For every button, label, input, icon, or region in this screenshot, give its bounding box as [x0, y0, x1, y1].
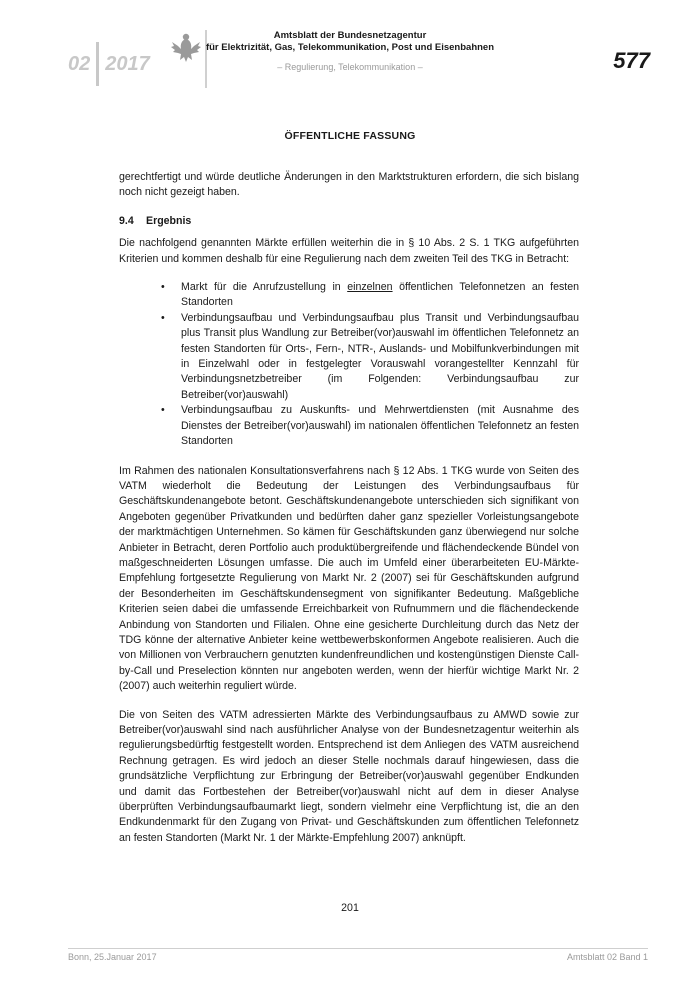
footer-date: Bonn, 25.Januar 2017: [68, 952, 157, 962]
publication-subtitle: – Regulierung, Telekommunikation –: [277, 62, 423, 72]
document-page-number: 201: [341, 902, 359, 914]
list-item-text-before: Markt für die Anrufzustellung in: [181, 281, 348, 294]
issue-label: [68, 42, 150, 86]
section-title: Ergebnis: [146, 214, 192, 227]
footer-divider: [68, 948, 648, 949]
list-item-text-after: öffentlichen Telefonnetzen an festen Standorten: [181, 281, 579, 309]
list-item: [181, 280, 579, 311]
issue-divider: [96, 42, 99, 86]
publication-title: [200, 30, 500, 54]
market-list: [119, 280, 579, 449]
issue-number: 02: [68, 52, 91, 75]
list-item: • Verbindungsaufbau zu Auskunfts- und Mehrwertdiensten (mit Ausnahme des Dienstes der Betreiber(vor)auswahl) im nationalen öffentlichen Telefonnetz an festen Standorten: [181, 403, 579, 449]
body-paragraph: Die von Seiten des VATM adressierten Märkte des Verbindungsaufbaus zu AMWD sowie zur Betreiber(vor)auswahl sind nach ausführlicher Analyse von der Bundesnetzagentur weiterhin als regulierungsbedürftig festgestellt worden. Entsprechend ist dem Anliegen des VATM ausreichend Rechnung getragen. Es wird jedoch an dieser Stelle nochmals darauf hingewiesen, dass die grundsätzliche Verpflichtung zur Erbringung der Betreiber(vor)auswahl gegenüber Endkunden und damit das Fortbestehen der Betreiber(vor)auswahl nicht auf dem in dieser Analyse überprüften Verbindungsaufbaumarkt liegt, sondern vielmehr eine Verpflichtung ist, die an den Endkundenmarkt für den Zugang von Privat- und Geschäftskunden zum öffentlichen Telefonnetz an festen Standorten (Markt Nr. 1 der Märkte-Empfehlung 2007) anknüpft.: [119, 708, 579, 844]
footer-issue: Amtsblatt 02 Band 1: [566, 952, 648, 962]
list-item: • Verbindungsaufbau und Verbindungsaufbau plus Transit und Verbindungsaufbau plus Transit plus Wandlung zur Betreiber(vor)auswahl im öffentlichen Telefonnetz an festen Standorten für Orts-, Fern-, NTR-, Auslands- und Mobilfunkverbindungen mit in Einzelwahl oder in festgelegter Vorauswahl vorangestellter Kennzahl für Verbindungsnetzbetreiber (im Folgenden: Verbindungsaufbau zur Betreiber(vor)auswahl): [181, 311, 579, 403]
document-body: [119, 170, 579, 859]
section-heading: [119, 214, 579, 229]
list-item-underlined-text: einzelnen: [347, 281, 393, 294]
intro-paragraph: gerechtfertigt und würde deutliche Änderungen in den Marktstrukturen erfordern, die sich bislang noch nicht gezeigt haben.: [119, 171, 579, 199]
document-title: ÖFFENTLICHE FASSUNG: [284, 130, 416, 142]
federal-eagle-icon: [168, 30, 204, 66]
body-paragraph: Im Rahmen des nationalen Konsultationsverfahrens nach § 12 Abs. 1 TKG wurde von Seiten des VATM wiederholt die Bedeutung der Leistungen des Verbindungsaufbaus für Geschäftskundenangebote betont. Geschäftskundenangebote unterschieden sich signifikant von Angeboten gegenüber Privatkunden und bedürften daher ganz spezieller Vorleistungsangebote der marktmächtigen Unternehmen. So kämen für Geschäftskunden ganz überwiegend nur solche Anbieter in Betracht, deren Portfolio auch produktübergreifende und flächendeckende Bündel von maßgeschneiderten Lösungen umfasse. Die auch im Umfeld einer überarbeiteten EU-Märkte-Empfehlung fortgesetzte Regulierung von Markt Nr. 2 (2007) sei für Geschäftskunden aufgrund der Besonderheiten im Geschäftskundensegment von signifikanter Bedeutung. Maßgebliche Kriterien seien dabei die umfassende Erreichbarkeit von Rufnummern und die flächendeckende Anbindung von Standorten und Filialen. Ohne eine gesicherte Durchleitung durch das Netz der TDG könne der alternative Anbieter keine wettbewerbskonformen Angebote realisieren. Auch die von Millionen von Verbrauchern genutzten kundenfreundlichen und kostengünstigen Dienste Call-by-Call und Preselection könnten nur angeboten werden, wenn der hierfür wichtige Markt Nr. 2 (2007) auch weiterhin reguliert würde.: [119, 464, 579, 693]
publication-title-line2: für Elektrizität, Gas, Telekommunikation, Post und Eisenbahnen: [205, 42, 495, 53]
page-number: 577: [613, 48, 650, 73]
section-number: 9.4: [119, 214, 134, 227]
issue-year: 2017: [105, 52, 150, 75]
section-intro-paragraph: Die nachfolgend genannten Märkte erfüllen weiterhin die in § 10 Abs. 2 S. 1 TKG aufgeführten Kriterien und kommen deshalb für eine Regulierung nach dem zweiten Teil des TKG in Betracht:: [119, 237, 579, 265]
publication-title-line1: Amtsblatt der Bundesnetzagentur: [273, 30, 427, 41]
